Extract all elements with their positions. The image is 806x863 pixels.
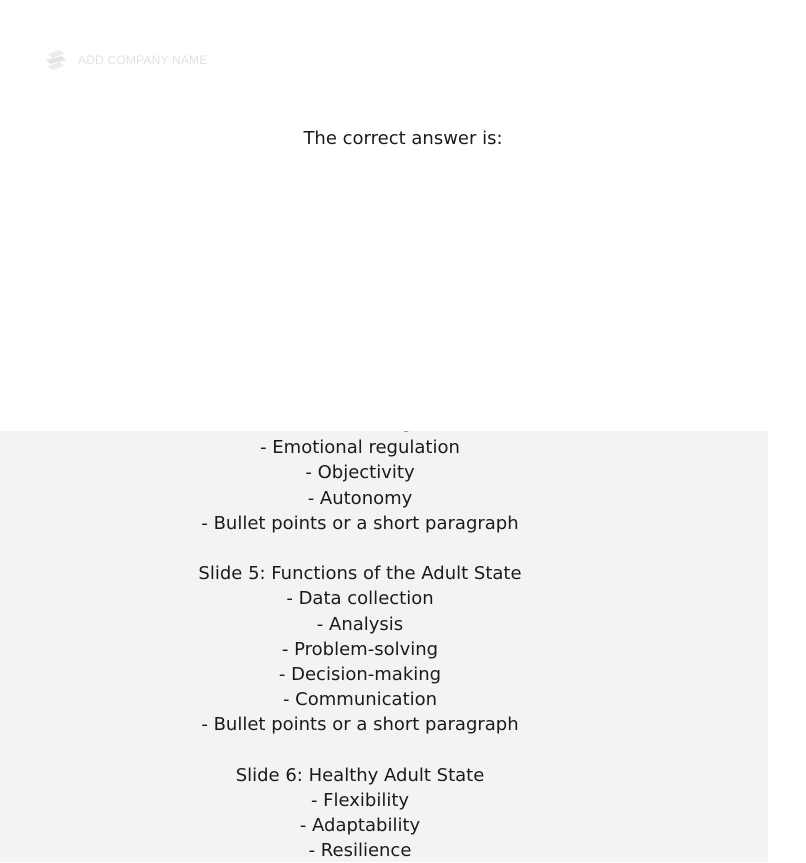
spacer <box>0 737 720 762</box>
answer-content-panel <box>0 431 768 862</box>
list-item: - Resilience <box>308 840 412 862</box>
list-item: - Decision-making <box>278 663 442 685</box>
company-logo-icon <box>42 46 70 74</box>
list-item: - Flexibility <box>310 789 410 811</box>
list-item: - Bullet points or a short paragraph <box>201 714 519 736</box>
company-name: ADD COMPANY NAME <box>78 53 208 67</box>
spacer <box>0 536 720 561</box>
list-item: - Data collection <box>286 588 434 610</box>
list-item: - Autonomy <box>307 487 413 509</box>
list-item: - Objectivity <box>305 462 415 484</box>
slide-title: Slide 6: Healthy Adult State <box>235 764 485 786</box>
answer-text <box>0 410 720 863</box>
list-item: - Adaptability <box>299 815 421 836</box>
list-item: - Communication <box>282 689 438 711</box>
brand[interactable] <box>42 46 207 74</box>
list-item: - Analysis <box>316 613 404 635</box>
list-item: - Bullet points or a short paragraph <box>201 512 519 534</box>
list-item: - Problem-solving <box>281 638 439 660</box>
header-panel <box>0 0 768 431</box>
slide-title: Slide 5: Functions of the Adult State <box>198 563 522 585</box>
list-item: - Emotional regulation <box>260 437 460 459</box>
answer-heading: The correct answer is: <box>303 128 503 149</box>
